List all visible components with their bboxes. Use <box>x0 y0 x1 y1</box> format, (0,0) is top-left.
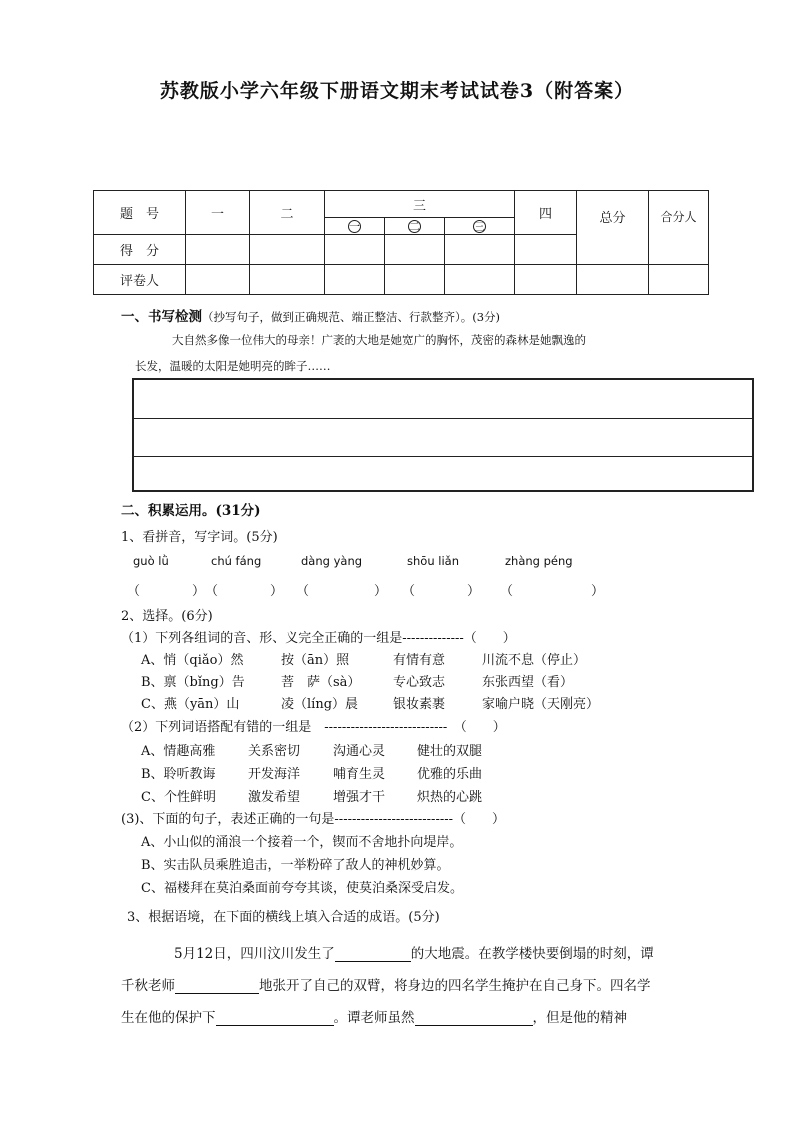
option-c-3: 银妆素裹 <box>393 697 446 712</box>
answer-bracket-1[interactable]: （ ） <box>127 584 206 599</box>
section-2-heading: 二、积累运用。(31分) <box>121 503 261 519</box>
score-cell[interactable] <box>515 235 577 265</box>
pinyin-2: chú fáng <box>211 554 262 568</box>
copy-passage-line-1: 大自然多像一位伟大的母亲！广袤的大地是她宽广的胸怀，茂密的森林是她飘逸的 <box>172 333 586 347</box>
answer-bracket-2[interactable]: （ ） <box>205 584 284 599</box>
option-b-3: 哺育生灵 <box>333 767 386 782</box>
grader-cell[interactable] <box>250 265 325 295</box>
option-b-2: 开发海洋 <box>248 767 301 782</box>
header-scorer: 合分人 <box>649 191 709 265</box>
handwriting-box[interactable] <box>132 378 754 492</box>
option-b-4: 优雅的乐曲 <box>417 767 483 782</box>
option-a-2: 按（ān）照 <box>281 653 350 668</box>
answer-bracket-3[interactable]: （ ） <box>296 584 388 599</box>
option-a-4: 川流不息（停止） <box>482 653 587 668</box>
pinyin-4: shōu liǎn <box>407 554 459 568</box>
grader-cell[interactable] <box>325 265 385 295</box>
grader-cell[interactable] <box>385 265 445 295</box>
grader-cell[interactable] <box>515 265 577 295</box>
option-a: A、情趣高雅 <box>141 744 216 759</box>
score-cell[interactable] <box>385 235 445 265</box>
page-title: 苏教版小学六年级下册语文期末考试试卷3（附答案） <box>159 80 635 102</box>
idiom-blank-2[interactable] <box>175 979 259 994</box>
header-question-no: 题 号 <box>94 191 186 235</box>
option-a-4: 健壮的双腿 <box>417 744 483 759</box>
score-cell[interactable] <box>186 235 250 265</box>
option-b: B、聆听教诲 <box>141 767 216 782</box>
header-total: 总分 <box>577 191 649 265</box>
header-part-3: 三 <box>325 191 515 218</box>
grader-cell[interactable] <box>577 265 649 295</box>
context-paragraph-line-3: 生在他的保护下 。谭老师虽然 ，但是他的精神 <box>121 1010 627 1026</box>
idiom-blank-1[interactable] <box>335 947 411 962</box>
pinyin-1: guò lǜ <box>133 554 169 568</box>
idiom-blank-4[interactable] <box>415 1011 533 1026</box>
grader-cell[interactable] <box>186 265 250 295</box>
score-cell[interactable] <box>445 235 515 265</box>
pinyin-5: zhàng péng <box>505 554 573 568</box>
option-b-3: 专心致志 <box>393 675 446 690</box>
question-3: 3、根据语境，在下面的横线上填入合适的成语。(5分) <box>127 910 440 925</box>
question-2: 2、选择。(6分) <box>121 609 213 624</box>
question-1: 1、看拼音，写字词。(5分) <box>121 530 278 545</box>
question-2-3: (3)、下面的句子，表述正确的一句是---------------------------（ ） <box>121 812 506 827</box>
grader-cell[interactable] <box>649 265 709 295</box>
section-1-heading: 一、书写检测（抄写句子，做到正确规范、端正整洁、行款整齐）。(3分) <box>121 309 501 325</box>
option-b-2: 菩 萨（sà） <box>281 675 361 690</box>
header-part-2: 二 <box>250 191 325 235</box>
idiom-blank-3[interactable] <box>216 1011 334 1026</box>
option-a-3: 有情有意 <box>393 653 446 668</box>
option-c-2: 凌（líng）晨 <box>281 697 359 712</box>
grader-cell[interactable] <box>445 265 515 295</box>
context-paragraph-line-2: 千秋老师 地张开了自己的双臂，将身边的四名学生掩护在自己身下。四名学 <box>121 978 651 994</box>
header-part-1: 一 <box>186 191 250 235</box>
option-c: C、燕（yān）山 <box>141 697 240 712</box>
option-b: B、实击队员乘胜追击，一举粉碎了敌人的神机妙算。 <box>141 858 450 873</box>
option-a-2: 关系密切 <box>248 744 301 759</box>
score-cell[interactable] <box>325 235 385 265</box>
option-c-3: 增强才干 <box>333 790 386 805</box>
header-part-4: 四 <box>515 191 577 235</box>
option-b: B、禀（bǐng）告 <box>141 675 245 690</box>
context-paragraph-line-1: 5月12日，四川汶川发生了 的大地震。在教学楼快要倒塌的时刻，谭 <box>174 946 654 962</box>
option-c-4: 炽热的心跳 <box>417 790 483 805</box>
header-sub-3: 三 <box>445 218 515 235</box>
option-c-2: 激发希望 <box>248 790 301 805</box>
header-sub-2: 二 <box>385 218 445 235</box>
score-cell[interactable] <box>250 235 325 265</box>
option-a: A、小山似的涌浪一个接着一个，锲而不舍地扑向堤岸。 <box>141 835 463 850</box>
row-grader-label: 评卷人 <box>94 265 186 295</box>
copy-passage-line-2: 长发，温暖的太阳是她明亮的眸子…… <box>135 359 331 373</box>
score-table <box>93 190 709 295</box>
option-a-3: 沟通心灵 <box>333 744 386 759</box>
option-b-4: 东张西望（看） <box>482 675 574 690</box>
option-a: A、悄（qiǎo）然 <box>141 653 244 668</box>
option-c: C、福楼拜在莫泊桑面前夸夸其谈，使莫泊桑深受启发。 <box>141 881 463 896</box>
option-c: C、个性鲜明 <box>141 790 216 805</box>
option-c-4: 家喻户晓（天刚亮） <box>482 697 600 712</box>
answer-bracket-4[interactable]: （ ） <box>402 584 481 599</box>
row-score-label: 得 分 <box>94 235 186 265</box>
question-2-2: （2）下列词语搭配有错的一组是 ---------------------------- （ ） <box>121 720 506 735</box>
header-sub-1: 一 <box>325 218 385 235</box>
pinyin-3: dàng yàng <box>301 554 363 568</box>
answer-bracket-5[interactable]: （ ） <box>500 584 605 599</box>
question-2-1: （1）下列各组词的音、形、义完全正确的一组是--------------（ ） <box>121 631 516 646</box>
